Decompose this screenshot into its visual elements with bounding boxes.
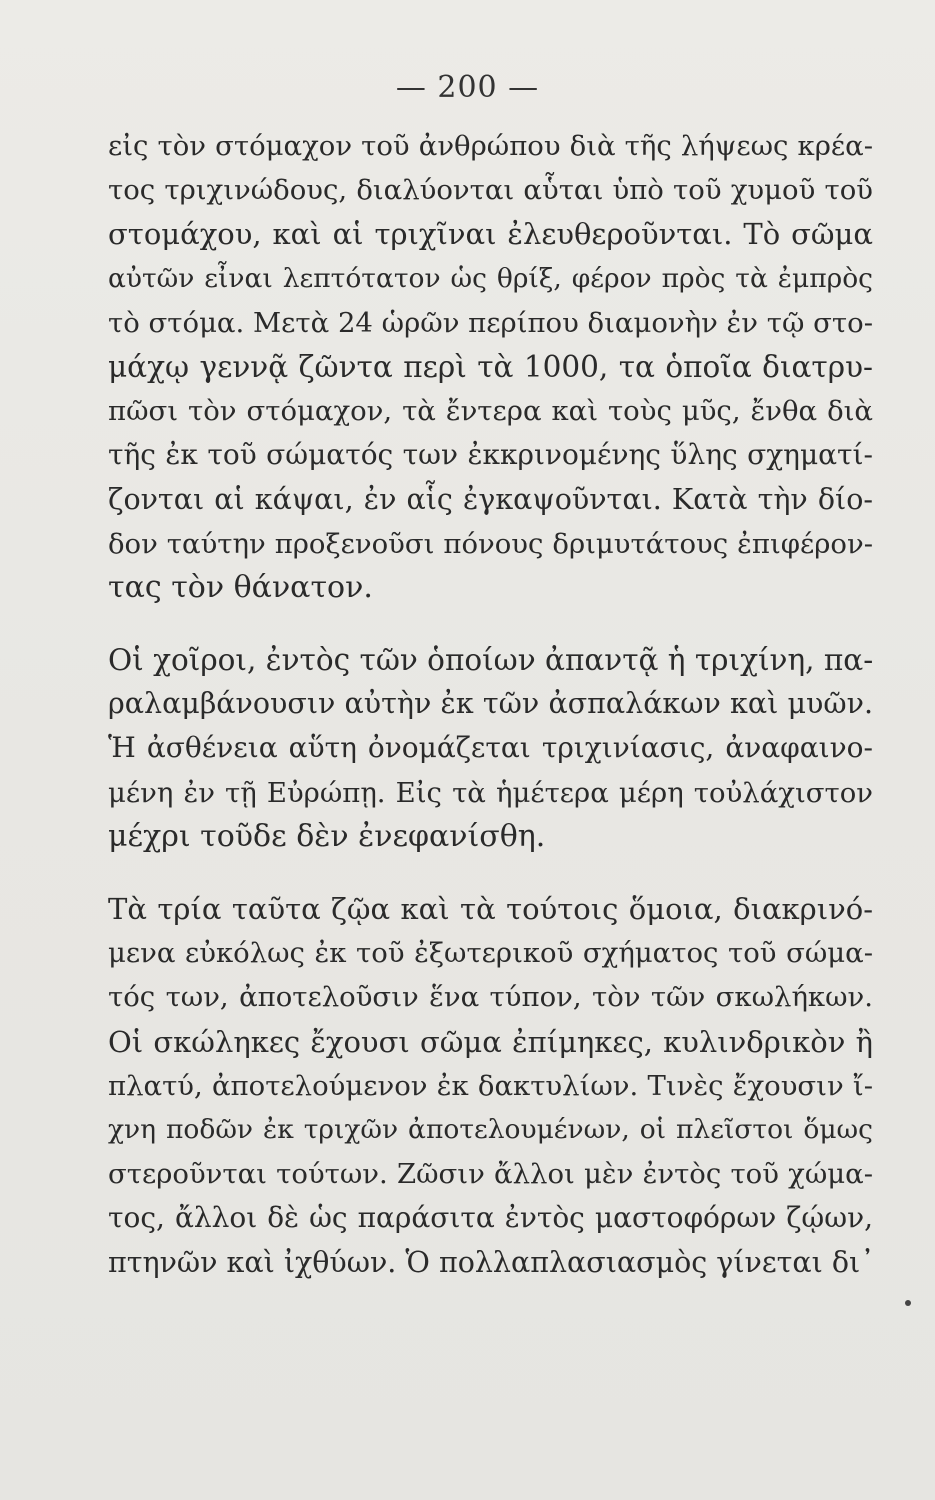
text-line: χνη ποδῶν ἐκ τριχῶν ἀποτελουμένων, οἱ πλεῖστοι ὅμως [108, 1113, 873, 1145]
text-line: πτηνῶν καὶ ἰχθύων. Ὁ πολλαπλασιασμὸς γίνεται δι᾽ [108, 1245, 875, 1279]
text-line: μενα εὐκόλως ἐκ τοῦ ἐξωτερικοῦ σχήματος τοῦ σώμα- [108, 937, 873, 970]
text-line: Τὰ τρία ταῦτα ζῷα καὶ τὰ τούτοις ὅμοια, διακρινό- [108, 892, 873, 926]
text-line: τος, ἄλλοι δὲ ὡς παράσιτα ἐντὸς μαστοφόρων ζῴων, [108, 1201, 873, 1235]
text-line: μένη ἐν τῇ Εὐρώπῃ. Εἰς τὰ ἡμέτερα μέρη τοὐλάχιστον [108, 776, 873, 809]
text-line: ζονται αἱ κάψαι, ἐν αἷς ἐγκαψοῦνται. Κατὰ τὴν δίο- [108, 482, 873, 516]
text-line: δον ταύτην προξενοῦσι πόνους δριμυτάτους ἐπιφέρον- [108, 527, 873, 560]
ink-speck [905, 1300, 911, 1306]
text-line: τὸ στόμα. Μετὰ 24 ὡρῶν περίπου διαμονὴν ἐν τῷ στο- [108, 306, 873, 339]
page-number: — 200 — [395, 70, 540, 105]
text-line: πῶσι τὸν στόμαχον, τὰ ἔντερα καὶ τοὺς μῦς, ἔνθα διὰ [108, 395, 873, 428]
text-line: εἰς τὸν στόμαχον τοῦ ἀνθρώπου διὰ τῆς λήψεως κρέα- [108, 130, 873, 162]
text-line: τῆς ἐκ τοῦ σώματός των ἐκκρινομένης ὕλης σχηματί- [108, 438, 873, 472]
text-line: στεροῦνται τούτων. Ζῶσιν ἄλλοι μὲν ἐντὸς τοῦ χώμα- [108, 1158, 873, 1191]
text-line: πλατύ, ἀποτελούμενον ἐκ δακτυλίων. Τινὲς ἔχουσιν ἴ- [108, 1069, 873, 1102]
text-line: αὐτῶν εἶναι λεπτότατον ὡς θρίξ, φέρον πρὸς τὰ ἐμπρὸς [108, 262, 873, 294]
text-line: τός των, ἀποτελοῦσιν ἕνα τύπον, τὸν τῶν σκωλήκων. [108, 981, 873, 1014]
text-line: τος τριχινώδους, διαλύονται αὗται ὑπὸ τοῦ χυμοῦ τοῦ [108, 174, 873, 207]
paragraph-1 [108, 124, 873, 610]
text-line: στομάχου, καὶ αἱ τριχῖναι ἐλευθεροῦνται. Τὸ σῶμα [108, 217, 873, 252]
body-text [108, 124, 873, 1285]
text-line: ραλαμβάνουσιν αὐτὴν ἐκ τῶν ἀσπαλάκων καὶ μυῶν. [108, 687, 873, 721]
paragraph-gap [108, 610, 873, 638]
text-line: μάχῳ γεννᾷ ζῶντα περὶ τὰ 1000, τα ὁποῖα διατρυ- [108, 349, 873, 384]
paragraph-gap [108, 859, 873, 887]
paragraph-2 [108, 638, 873, 859]
text-line: μέχρι τοῦδε δὲν ἐνεφανίσθη. [108, 818, 546, 854]
text-line: τας τὸν θάνατον. [108, 569, 373, 605]
paragraph-3 [108, 887, 873, 1285]
text-line: Ἡ ἀσθένεια αὕτη ὀνομάζεται τριχινίασις, ἀναφαινο- [108, 731, 873, 765]
text-line: Οἱ χοῖροι, ἐντὸς τῶν ὁποίων ἀπαντᾷ ἡ τριχίνη, πα- [108, 643, 874, 678]
text-line: Οἱ σκώληκες ἔχουσι σῶμα ἐπίμηκες, κυλινδρικὸν ἢ [108, 1024, 873, 1059]
